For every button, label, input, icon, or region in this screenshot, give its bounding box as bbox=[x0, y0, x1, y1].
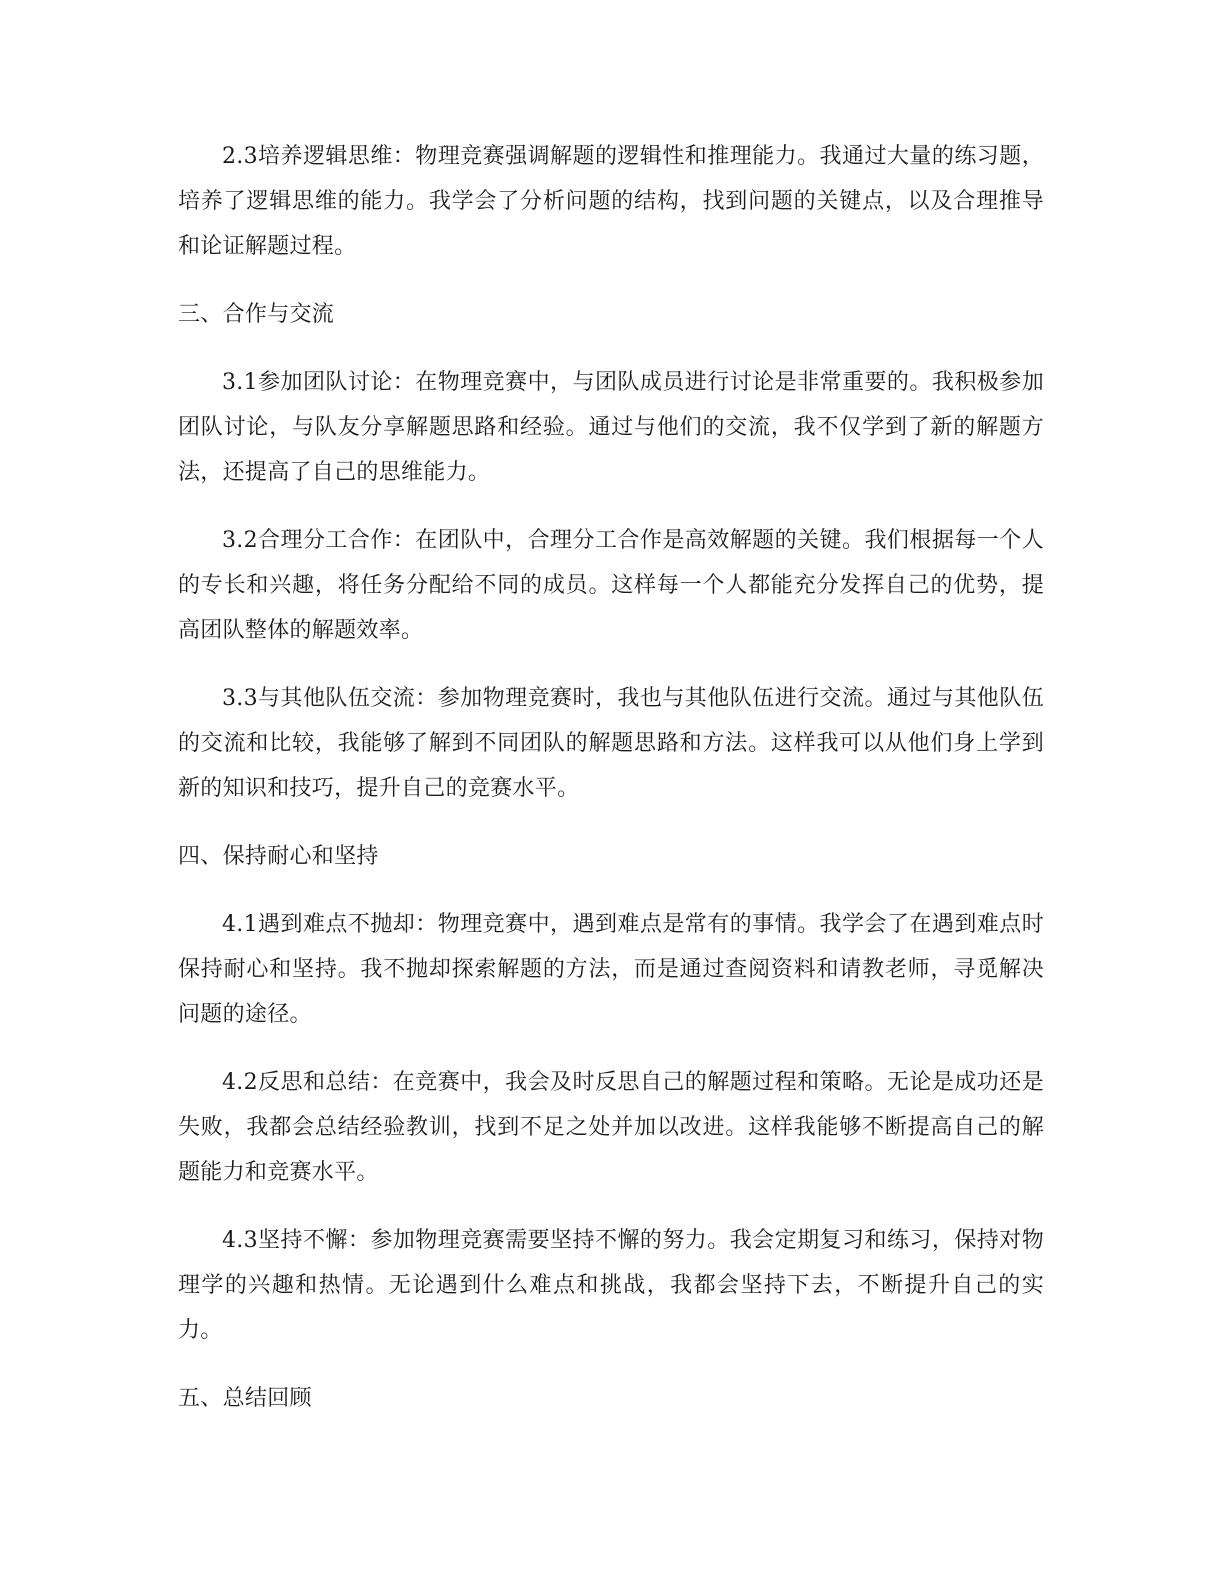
section-heading-4: 四、保持耐心和坚持 bbox=[178, 844, 379, 869]
section-heading-5: 五、总结回顾 bbox=[178, 1386, 312, 1411]
document-page bbox=[178, 134, 1044, 1444]
paragraph-4-1: 4.1遇到难点不抛却：物理竞赛中，遇到难点是常有的事情。我学会了在遇到难点时保持耐心和坚持。我不抛却探索解题的方法，而是通过查阅资料和请教老师，寻觅解决问题的途径。 bbox=[178, 912, 1044, 1027]
paragraph-3-1: 3.1参加团队讨论：在物理竞赛中，与团队成员进行讨论是非常重要的。我积极参加团队讨论，与队友分享解题思路和经验。通过与他们的交流，我不仅学到了新的解题方法，还提高了自己的思维能力。 bbox=[178, 370, 1044, 485]
paragraph-4-3: 4.3坚持不懈：参加物理竞赛需要坚持不懈的努力。我会定期复习和练习，保持对物理学的兴趣和热情。无论遇到什么难点和挑战，我都会坚持下去，不断提升自己的实力。 bbox=[178, 1228, 1044, 1343]
paragraph-3-2: 3.2合理分工合作：在团队中，合理分工合作是高效解题的关键。我们根据每一个人的专长和兴趣，将任务分配给不同的成员。这样每一个人都能充分发挥自己的优势，提高团队整体的解题效率。 bbox=[178, 528, 1044, 643]
section-heading-3: 三、合作与交流 bbox=[178, 302, 335, 327]
paragraph-2-3: 2.3培养逻辑思维：物理竞赛强调解题的逻辑性和推理能力。我通过大量的练习题，培养了逻辑思维的能力。我学会了分析问题的结构，找到问题的关键点，以及合理推导和论证解题过程。 bbox=[178, 144, 1044, 259]
paragraph-4-2: 4.2反思和总结：在竞赛中，我会及时反思自己的解题过程和策略。无论是成功还是失败，我都会总结经验教训，找到不足之处并加以改进。这样我能够不断提高自己的解题能力和竞赛水平。 bbox=[178, 1070, 1044, 1185]
paragraph-3-3: 3.3与其他队伍交流：参加物理竞赛时，我也与其他队伍进行交流。通过与其他队伍的交流和比较，我能够了解到不同团队的解题思路和方法。这样我可以从他们身上学到新的知识和技巧，提升自己的竞赛水平。 bbox=[178, 686, 1044, 801]
